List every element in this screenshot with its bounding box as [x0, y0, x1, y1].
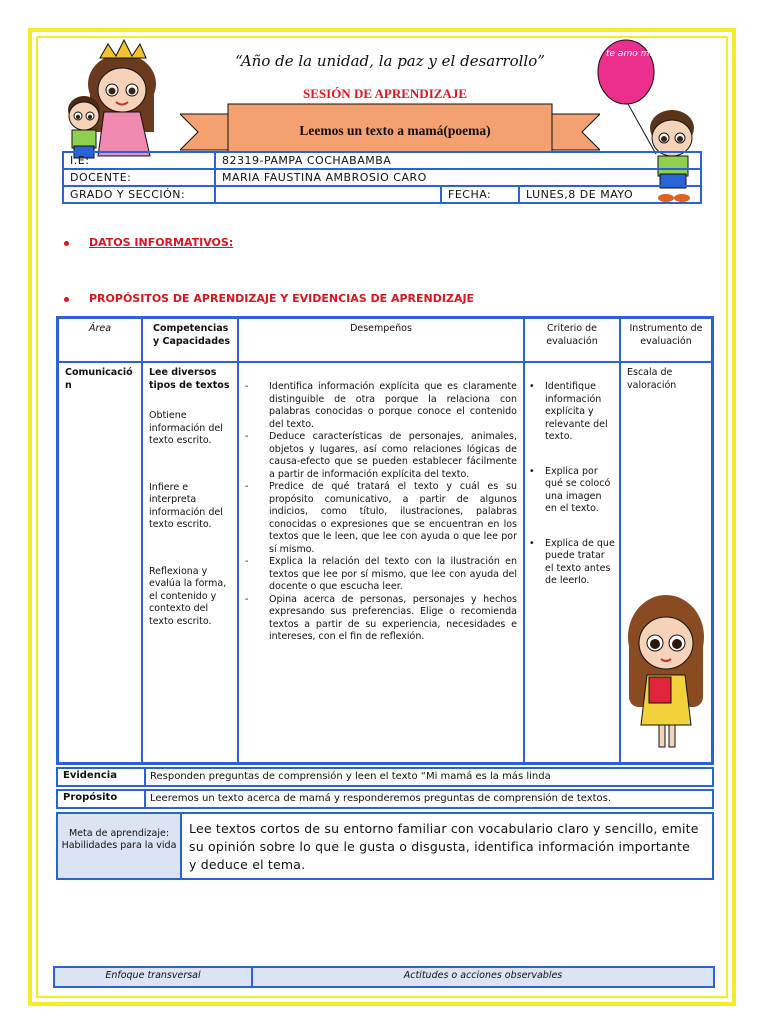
meta-label: Meta de aprendizaje: Habilidades para la vida [58, 814, 182, 878]
area-cell: Comunicación [58, 362, 142, 763]
capacidad-2: Infiere e interpreta información del texto escrito. [149, 481, 223, 530]
meta-aprendizaje-box [56, 812, 714, 880]
session-title: SESIÓN DE APRENDIZAJE [303, 86, 467, 101]
proposito-row [56, 789, 714, 809]
footer-enfoque: Enfoque transversal [105, 970, 201, 981]
header-criterio: Criterio de evaluación [524, 318, 620, 362]
competencia-title: Lee diversos tipos de textos [149, 367, 230, 391]
proposito-value: Leeremos un texto acerca de mamá y responderemos preguntas de comprensión de textos. [150, 793, 612, 804]
footer-table [53, 966, 715, 988]
bullet-dot [64, 241, 69, 246]
learning-table [56, 316, 714, 765]
header-desempenos: Desempeños [238, 318, 524, 362]
criterio-3: Explica de que puede tratar el texto antes de leerlo. [545, 537, 615, 586]
desempeno-item: - Identifica información explícita que es claramente distinguible de otra porque la relaciona con palabras conocidas o porque conoce el contenido del texto. [245, 381, 517, 430]
instrumento-cell [620, 362, 712, 763]
section-datos [64, 236, 233, 249]
desempeno-1: Identifica información explícita que es claramente distinguible de otra porque la relaciona con palabras conocidas o porque conoce el contenido del texto. [269, 381, 517, 430]
grado-label: GRADO Y SECCIÓN: [63, 186, 215, 203]
docente-label: DOCENTE: [63, 169, 215, 186]
desempeno-item: - Deduce características de personajes, animales, objetos y lugares, así como relaciones lógicas de causa-efecto que se pueden establecer fácilmente a partir de información explícita del texto. [245, 431, 517, 480]
criterio-item: • Identifique información explícita y relevante del texto. [529, 381, 615, 444]
desempeno-item: - Explica la relación del texto con la ilustración en textos que lee por sí mismo, que lee con ayuda del docente o que escucha leer. [245, 556, 517, 592]
header-competencias: Competencias y Capacidades [142, 318, 238, 362]
section-datos-label: DATOS INFORMATIVOS: [89, 236, 234, 249]
criterio-item: • Explica por qué se colocó una imagen en el texto. [529, 466, 615, 516]
bullet-dot [64, 297, 69, 302]
mother-child-illustration [60, 36, 170, 164]
capacidad-1: Obtiene información del texto escrito. [149, 410, 223, 446]
criterios-cell [524, 362, 620, 763]
desempenos-cell [238, 362, 524, 763]
docente-value: MARIA FAUSTINA AMBROSIO CARO [215, 169, 701, 186]
instrumento-value: Escala de valoración [627, 367, 677, 391]
criterio-2: Explica por qué se colocó una imagen en el texto. [545, 465, 611, 514]
criterio-1: Identifique información explícita y relevante del texto. [545, 381, 608, 442]
desempeno-3: Predice de qué tratará el texto y cuál es su propósito comunicativo, a partir de algunos indicios, como título, ilustraciones, palabras conocidas o expresiones que se encuentran en los textos que le leen, que lee con ayuda o que lee por sí mismo. [269, 481, 517, 555]
evidencia-value: Responden preguntas de comprensión y leen el texto “Mi mamá es la más linda [150, 771, 551, 782]
girl-with-gift-illustration [621, 585, 711, 755]
section-propositos [64, 292, 474, 305]
evidencia-row [56, 767, 714, 787]
grado-value [215, 186, 441, 203]
desempeno-item: - Opina acerca de personas, personajes y hechos expresando sus preferencias. Elige o recomienda textos a partir de su experiencia, necesidades e intereses, con el fin de reflexión. [245, 593, 517, 642]
evidencia-label: Evidencia [58, 769, 146, 785]
fecha-value: LUNES,8 DE MAYO [519, 186, 701, 203]
desempeno-item: - Predice de qué tratará el texto y cuál es su propósito comunicativo, a partir de algunos indicios, como título, ilustraciones, palabras conocidas o expresiones que se encuentran en los textos que le leen, que lee con ayuda o que lee por sí mismo. [245, 481, 517, 555]
capacidad-3: Reflexiona y evalúa la forma, el contenido y contexto del texto escrito. [149, 565, 227, 627]
header-area: Área [58, 318, 142, 362]
criterio-item: • Explica de que puede tratar el texto antes de leerlo. [529, 537, 615, 586]
proposito-label: Propósito [58, 791, 146, 807]
header-instrumento: Instrumento de evaluación [620, 318, 712, 362]
fecha-label: FECHA: [441, 186, 519, 203]
meta-text: Lee textos cortos de su entorno familiar con vocabulario claro y sencillo, emite su opinión sobre lo que le gusta o disgusta, identifica información importante y deduce el tema. [189, 821, 699, 872]
desempeno-4: Explica la relación del texto con la ilustración en textos que lee por sí mismo, que lee con ayuda del docente o que escucha leer. [269, 556, 517, 592]
footer-actitudes: Actitudes o acciones observables [403, 970, 563, 981]
year-motto: “Año de la unidad, la paz y el desarrollo” [235, 52, 545, 70]
ie-value: 82319-PAMPA COCHABAMBA [215, 152, 701, 169]
section-propositos-label: PROPÓSITOS DE APRENDIZAJE Y EVIDENCIAS DE APRENDIZAJE [89, 292, 475, 305]
ie-label: I.E: [63, 152, 215, 169]
info-table [62, 151, 702, 204]
desempeno-2: Deduce características de personajes, animales, objetos y lugares, así como relaciones lógicas de causa-efecto que se pueden establecer fácilmente a partir de información explícita del texto. [269, 431, 517, 480]
balloon-text: te amo mamá [606, 49, 670, 59]
competencias-cell [142, 362, 238, 763]
desempeno-5: Opina acerca de personas, personajes y hechos expresando sus preferencias. Elige o recomienda textos a partir de su experiencia, necesidades e intereses, con el fin de reflexión. [269, 593, 517, 642]
lesson-title: Leemos un texto a mamá(poema) [299, 123, 491, 138]
